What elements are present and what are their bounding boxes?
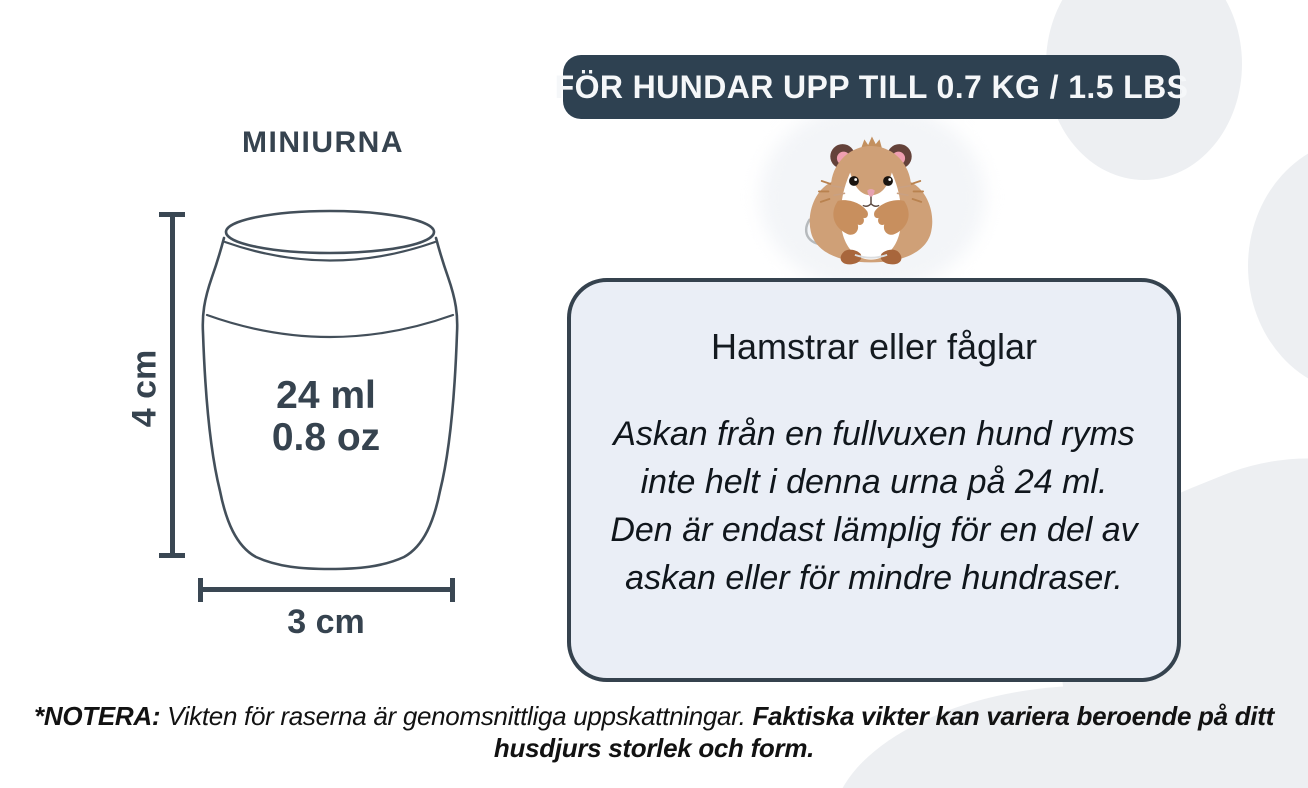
urn-volume-oz: 0.8 oz (271, 416, 381, 459)
footnote-prefix: *NOTERA: (34, 701, 161, 731)
height-dimension-cap (159, 212, 185, 217)
urn-volume-ml: 24 ml (276, 374, 376, 417)
paw-print-watermark (1248, 138, 1308, 394)
urn-title: MINIURNA (242, 126, 404, 159)
height-dimension-cap (159, 553, 185, 558)
hamster-icon (800, 132, 942, 266)
info-box-body (571, 410, 1177, 602)
height-dimension-label: 4 cm (125, 349, 164, 428)
width-dimension-cap (198, 578, 203, 602)
info-box-heading: Hamstrar eller fåglar (710, 326, 1038, 367)
width-dimension-line (200, 587, 453, 592)
footnote-suffix: Faktiska vikter kan variera beroende på ditt husdjurs storlek och form. (493, 701, 1274, 763)
footnote-middle: Vikten för raserna är genomsnittliga uppskattningar. (160, 701, 753, 731)
footnote (0, 700, 1308, 764)
width-dimension-cap (450, 578, 455, 602)
info-body-line: Den är endast lämplig för en del av (610, 511, 1138, 549)
info-body-line: inte helt i denna urna på 24 ml. (640, 463, 1108, 501)
weight-limit-label: FÖR HUNDAR UPP TILL 0.7 KG / 1.5 LBS (554, 68, 1189, 105)
weight-limit-badge (554, 55, 1189, 119)
urn-volume (216, 375, 436, 459)
info-body-line: askan eller för mindre hundraser. (625, 559, 1123, 597)
height-dimension-line (170, 214, 175, 558)
info-body-line: Askan från en fullvuxen hund ryms (613, 415, 1135, 453)
width-dimension-label: 3 cm (287, 603, 365, 641)
info-box (567, 278, 1181, 682)
